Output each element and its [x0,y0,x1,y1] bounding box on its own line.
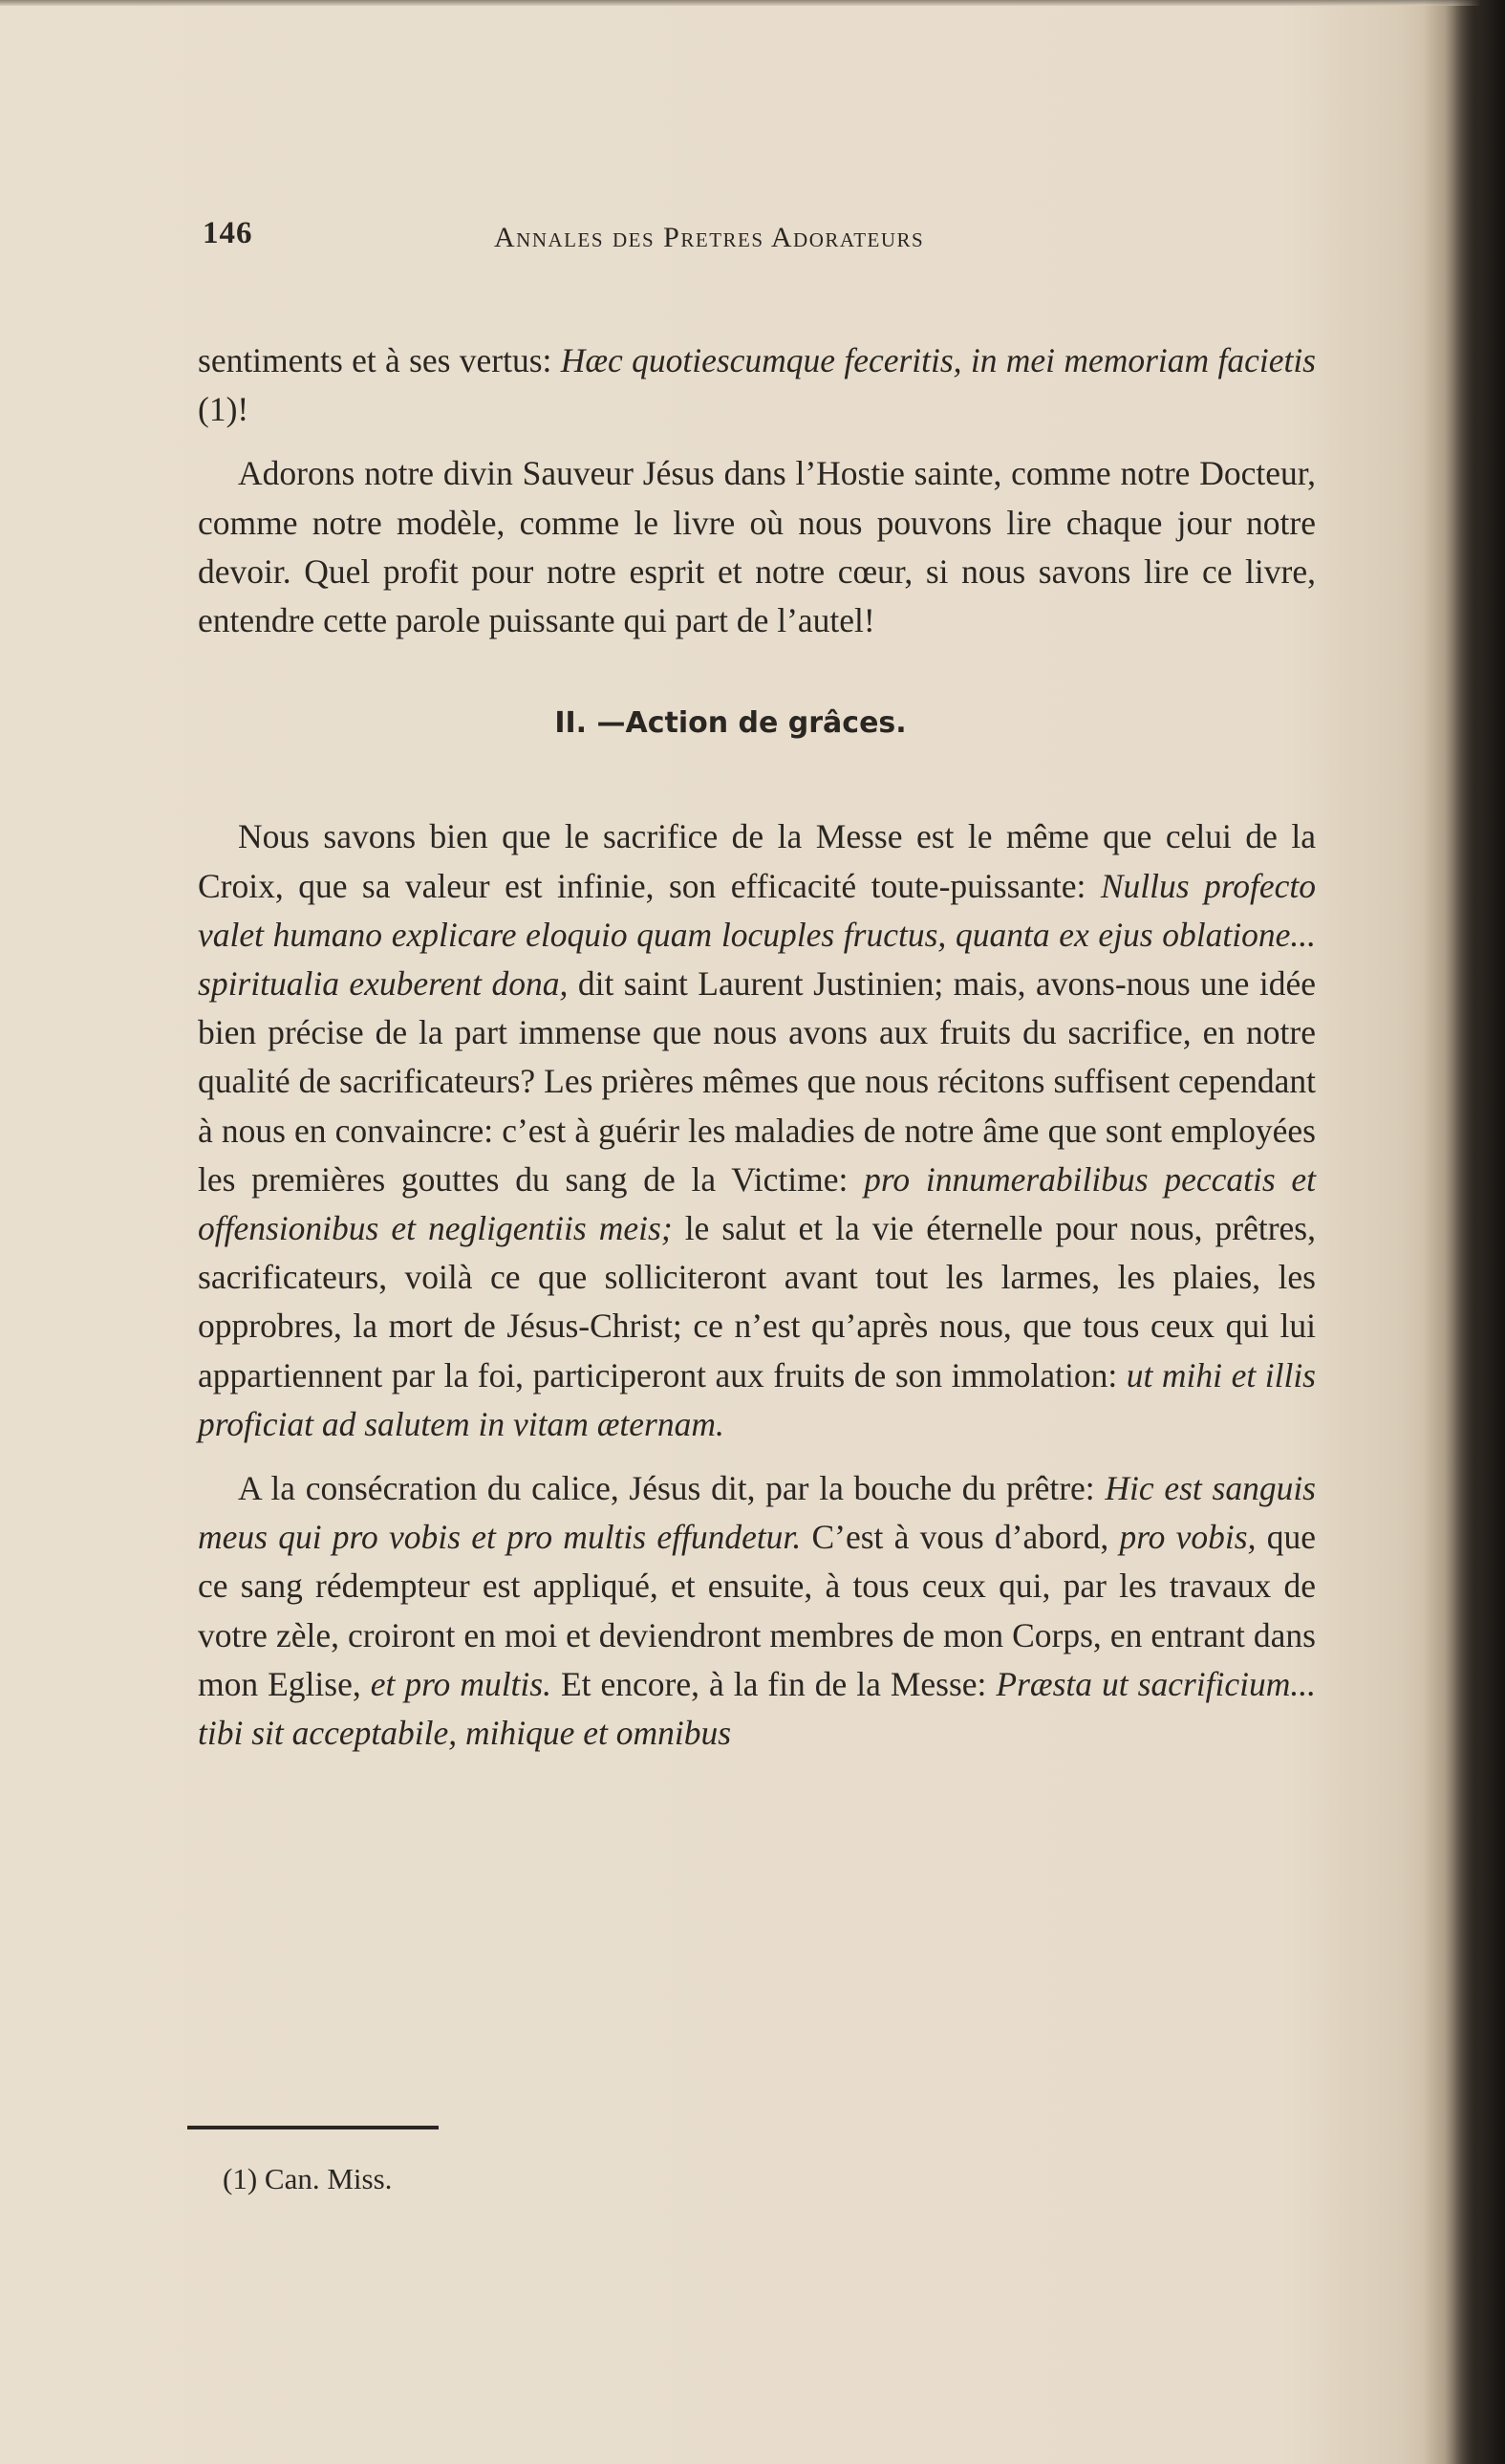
footnote: (1) Can. Miss. [223,2162,393,2195]
paragraph-4-text-e: que ce sang rédempteur est appliqué, et ensuite, à tous ceux qui, par les travaux de votre zèle, croiront en moi et deviendront membres de mon Corps, en entrant dans mon Eglise, [198,1518,1316,1703]
latin-quote: Hic est sanguis meus qui pro vobis et pro multis effundetur. [198,1469,1317,1557]
latin-quote: Nullus profecto valet humano explicare eloquio quam locuples fructus, quanta ex ejus oblatione... spiritualia exuberent dona, [198,866,1316,1004]
paragraph-4-text-c: C’est à vous d’abord, [801,1518,1120,1557]
page-header [203,216,1321,264]
footnote-ref: (1)! [198,390,249,429]
paragraph-3-text-c: dit saint Laurent Justinien; mais, avons-nous une idée bien précise de la part immense que nous avons aux fruits du sacrifice, en notre qualité de sacrificateurs? Les prières mêmes que nous récitons suffisent cependant à nous en convaincre: c’est à guérir les maladies de notre âme que sont employées les premières gouttes du sang de la Victime: [198,964,1316,1199]
paragraph-4-text-g: Et encore, à la fin de la Messe: [550,1664,997,1703]
latin-quote: Præsta ut sacrificium... tibi sit acceptabile, mihique et omnibus [198,1664,1316,1753]
paragraph-3-text-e: le salut et la vie éternelle pour nous, prêtres, sacrificateurs, voilà ce que solliciteront avant tout les larmes, les plaies, les opprobres, la mort de Jésus-Christ; ce n’est qu’après nous, que tous ceux qui lui appartiennent par la foi, participeront aux fruits de son immolation: [198,1209,1316,1394]
latin-quote: et pro multis. [370,1664,551,1703]
paragraph-3-text-a: Nous savons bien que le sacrifice de la Messe est le même que celui de la Croix, que sa valeur est infinie, son efficacité toute-puissante: [198,817,1316,905]
latin-quote: ut mihi et illis proficiat ad salutem in vitam æternam. [198,1355,1316,1443]
body-text [198,336,1316,1758]
page-top-edge [0,0,1505,6]
latin-quote: pro innumerabilibus peccatis et offensionibus et negligentiis meis; [198,1159,1317,1248]
paragraph-1 [198,336,1316,434]
paragraph-4-text-a: A la consécration du calice, Jésus dit, par la bouche du prêtre: [238,1469,1106,1508]
paragraph-1-text: sentiments et à ses vertus: [198,341,561,379]
footnote-rule [187,2126,439,2129]
section-heading: II. —Action de grâces. [554,706,907,741]
paragraph-3 [198,812,1316,1449]
running-head: Annales des Pretres Adorateurs [494,222,925,253]
paragraph-4 [198,1464,1316,1758]
paragraph-2: Adorons notre divin Sauveur Jésus dans l’Hostie sainte, comme notre Docteur, comme notre modèle, comme le livre où nous pouvons lire chaque jour notre devoir. Quel profit pour notre esprit et notre cœur, si nous savons lire ce livre, entendre cette parole puissante qui part de l’autel! [198,454,1316,640]
book-spine-shadow [1424,0,1505,2464]
latin-quote: pro vobis, [1119,1518,1257,1557]
page-number: 146 [203,216,253,250]
latin-quote: Hæc quotiescumque feceritis, in mei memoriam facietis [560,341,1316,379]
